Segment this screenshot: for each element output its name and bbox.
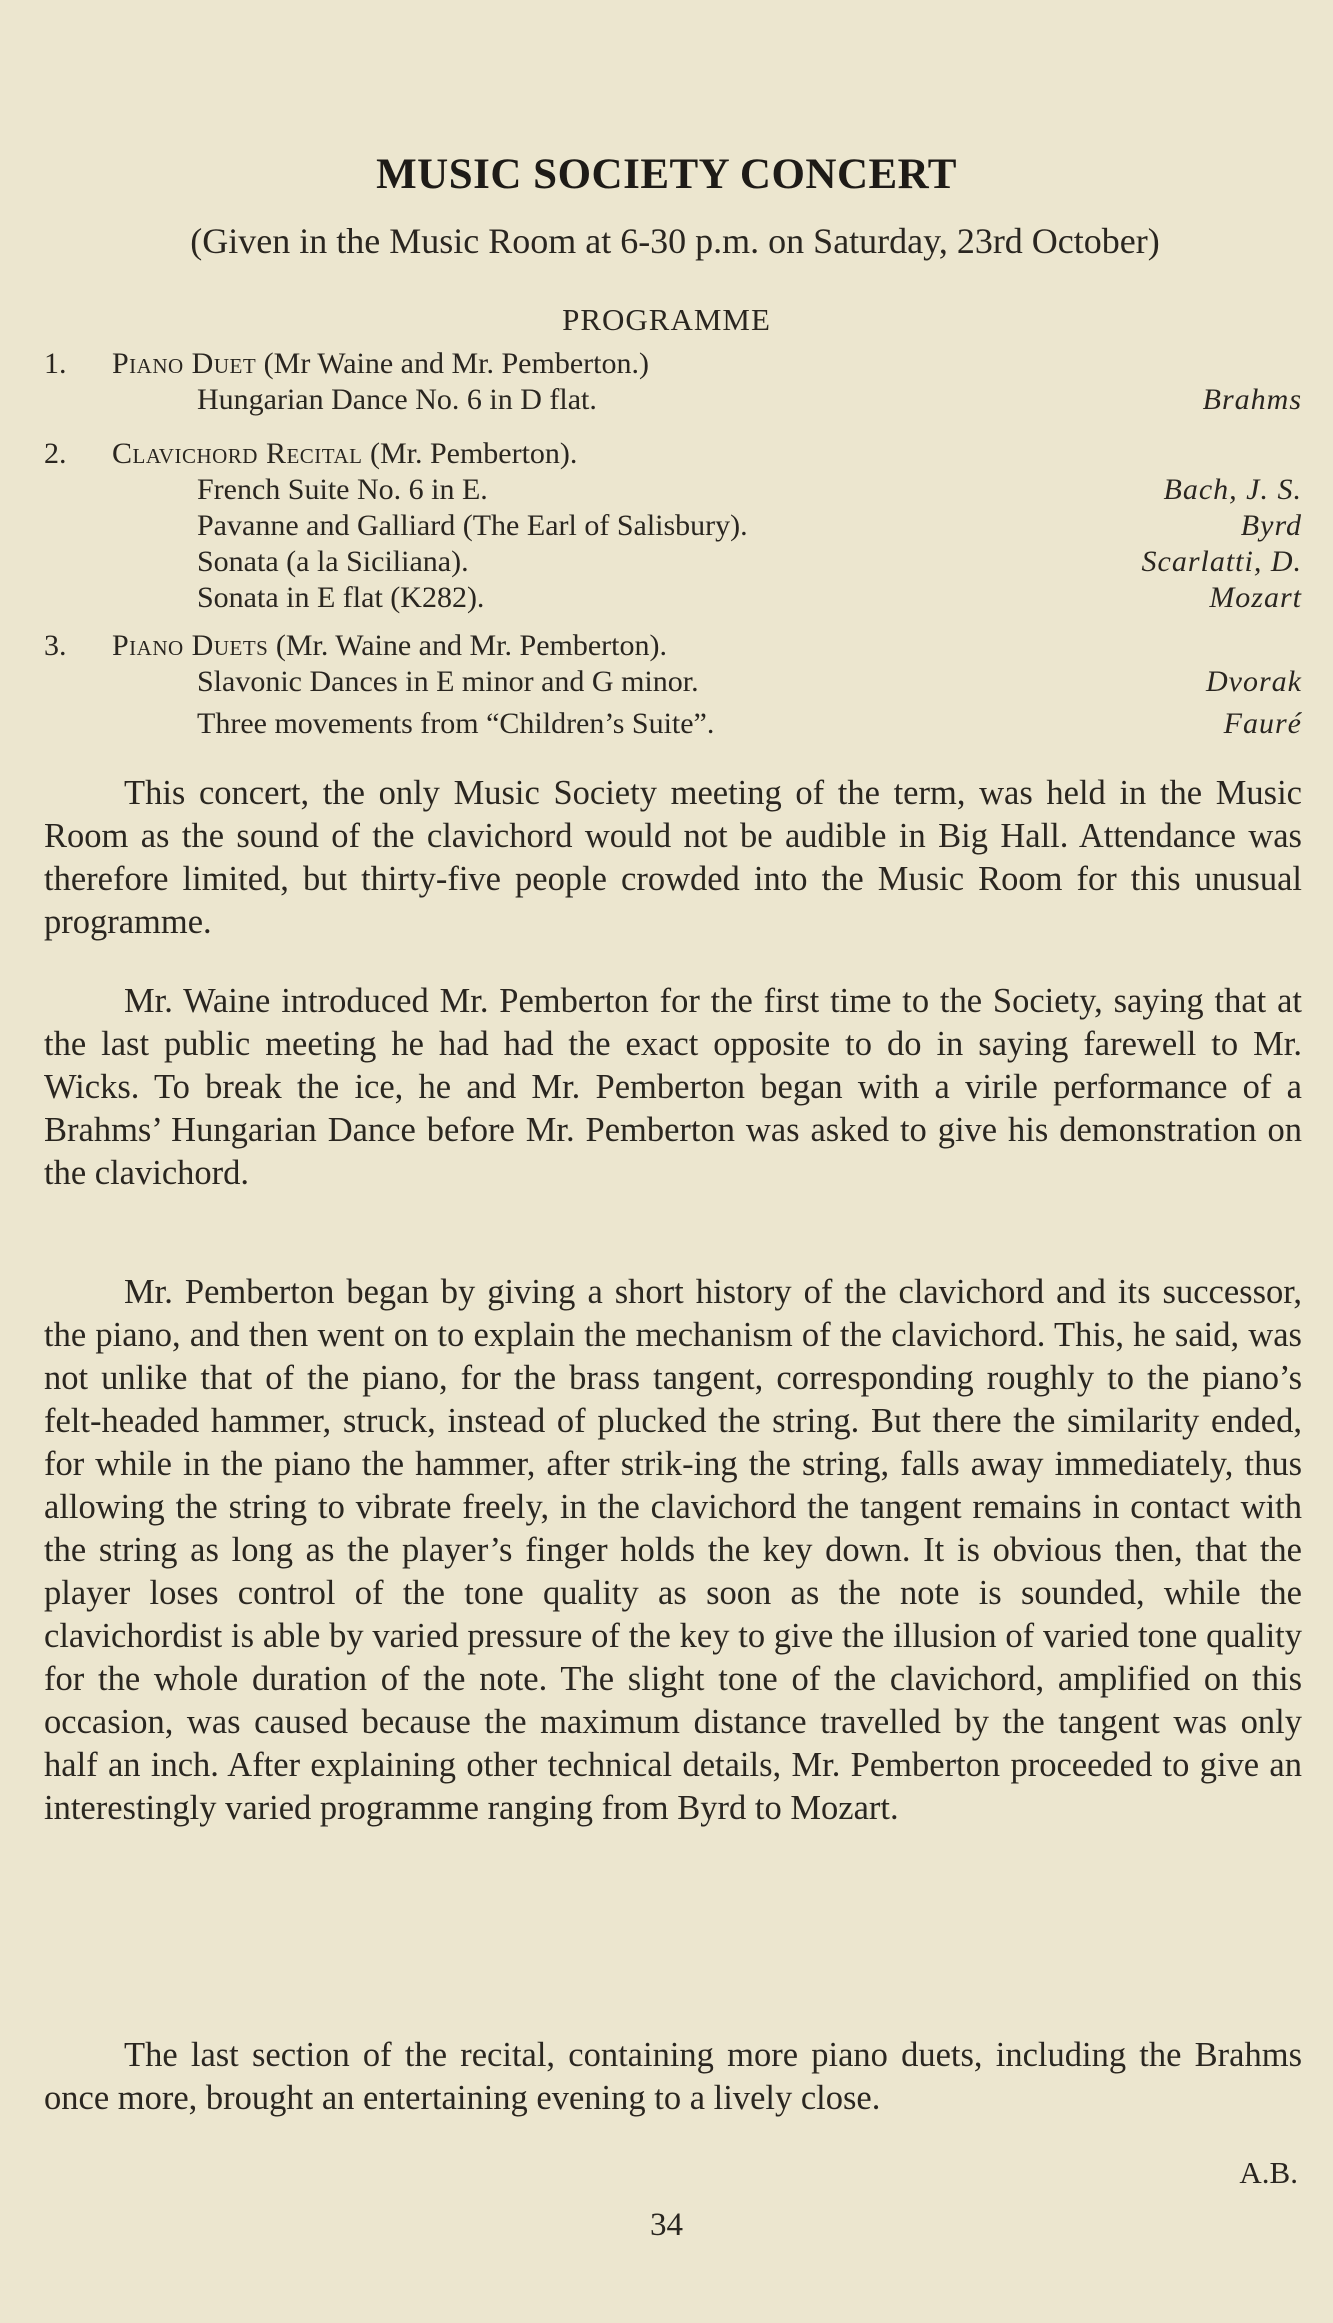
work-composer: Dvorak [1206,665,1302,698]
programme-performers: (Mr Waine and Mr. Pemberton.) [263,347,649,380]
programme-number: 1. [44,347,67,380]
programme-number: 2. [44,437,67,470]
programme-item-3 [44,628,1302,742]
work-composer: Brahms [1202,383,1302,416]
work-title: Three movements from “Children’s Suite”. [197,707,715,740]
programme-performers: (Mr. Pemberton). [369,437,578,470]
programme-heading-text: Piano Duet [112,347,257,380]
work-title: Sonata (a la Siciliana). [197,545,469,578]
work-title: Slavonic Dances in E minor and G minor. [197,665,699,698]
page-number: 34 [650,2207,683,2243]
work-composer: Mozart [1209,581,1302,614]
work-title: French Suite No. 6 in E. [197,473,488,506]
work-title: Sonata in E flat (K282). [197,581,485,614]
programme-performers: (Mr. Waine and Mr. Pemberton). [275,629,667,662]
work-composer: Scarlatti, D. [1141,545,1302,578]
subtitle: (Given in the Music Room at 6-30 p.m. on Saturday, 23rd October) [190,221,1160,261]
body-paragraph-4: The last section of the recital, containing more piano duets, including the Brahms once more, brought an entertaining evening to a lively close. [44,2036,1302,2117]
programme-heading-text: Piano Duets [112,629,269,662]
body-paragraph-2: Mr. Waine introduced Mr. Pemberton for the first time to the Society, saying that at the last public meeting he had had the exact opposite to do in saying farewell to Mr. Wicks. To break the ice, he and Mr. Pemberton began with a virile performance of a Brahms’ Hungarian Dance before Mr. Pemberton was asked to give his demonstration on the clavichord. [44,982,1302,1192]
page-title: MUSIC SOCIETY CONCERT [376,151,957,198]
programme-heading: PROGRAMME [562,302,771,337]
programme-item-1 [44,346,1302,418]
work-composer: Bach, J. S. [1163,473,1302,506]
programme-item-2 [44,436,1302,616]
body-paragraph-3: Mr. Pemberton began by giving a short history of the clavichord and its successor, the piano, and then went on to explain the mechanism of the clavichord. This, he said, was not unlike that of the piano, for the brass tangent, corresponding roughly to the piano’s felt-headed hammer, struck, instead of plucked the string. But there the similarity ended, for while in the piano the hammer, after strik-ing the string, falls away immediately, thus allowing the string to vibrate freely, in the clavichord the tangent remains in contact with the string as long as the player’s finger holds the key down. It is obvious then, that the player loses control of the tone quality as soon as the note is sounded, while the clavichordist is able by varied pressure of the key to give the illusion of varied tone quality for the whole duration of the note. The slight tone of the clavichord, amplified on this occasion, was caused because the maximum distance travelled by the tangent was only half an inch. After explaining other technical details, Mr. Pemberton proceeded to give an interestingly varied programme ranging from Byrd to Mozart. [44,1273,1302,1827]
author-signature: A.B. [1239,2155,1298,2190]
work-composer: Byrd [1240,509,1302,542]
programme-number: 3. [44,629,67,662]
body-paragraph-1: This concert, the only Music Society meeting of the term, was held in the Music Room as the sound of the clavichord would not be audible in Big Hall. Attendance was therefore limited, but thirty-five people crowded into the Music Room for this unusual programme. [44,774,1302,941]
work-title: Hungarian Dance No. 6 in D flat. [197,383,597,416]
programme-heading-text: Clavichord Recital [112,437,363,470]
work-title: Pavanne and Galliard (The Earl of Salisbury). [197,509,748,542]
work-composer: Fauré [1223,707,1302,740]
